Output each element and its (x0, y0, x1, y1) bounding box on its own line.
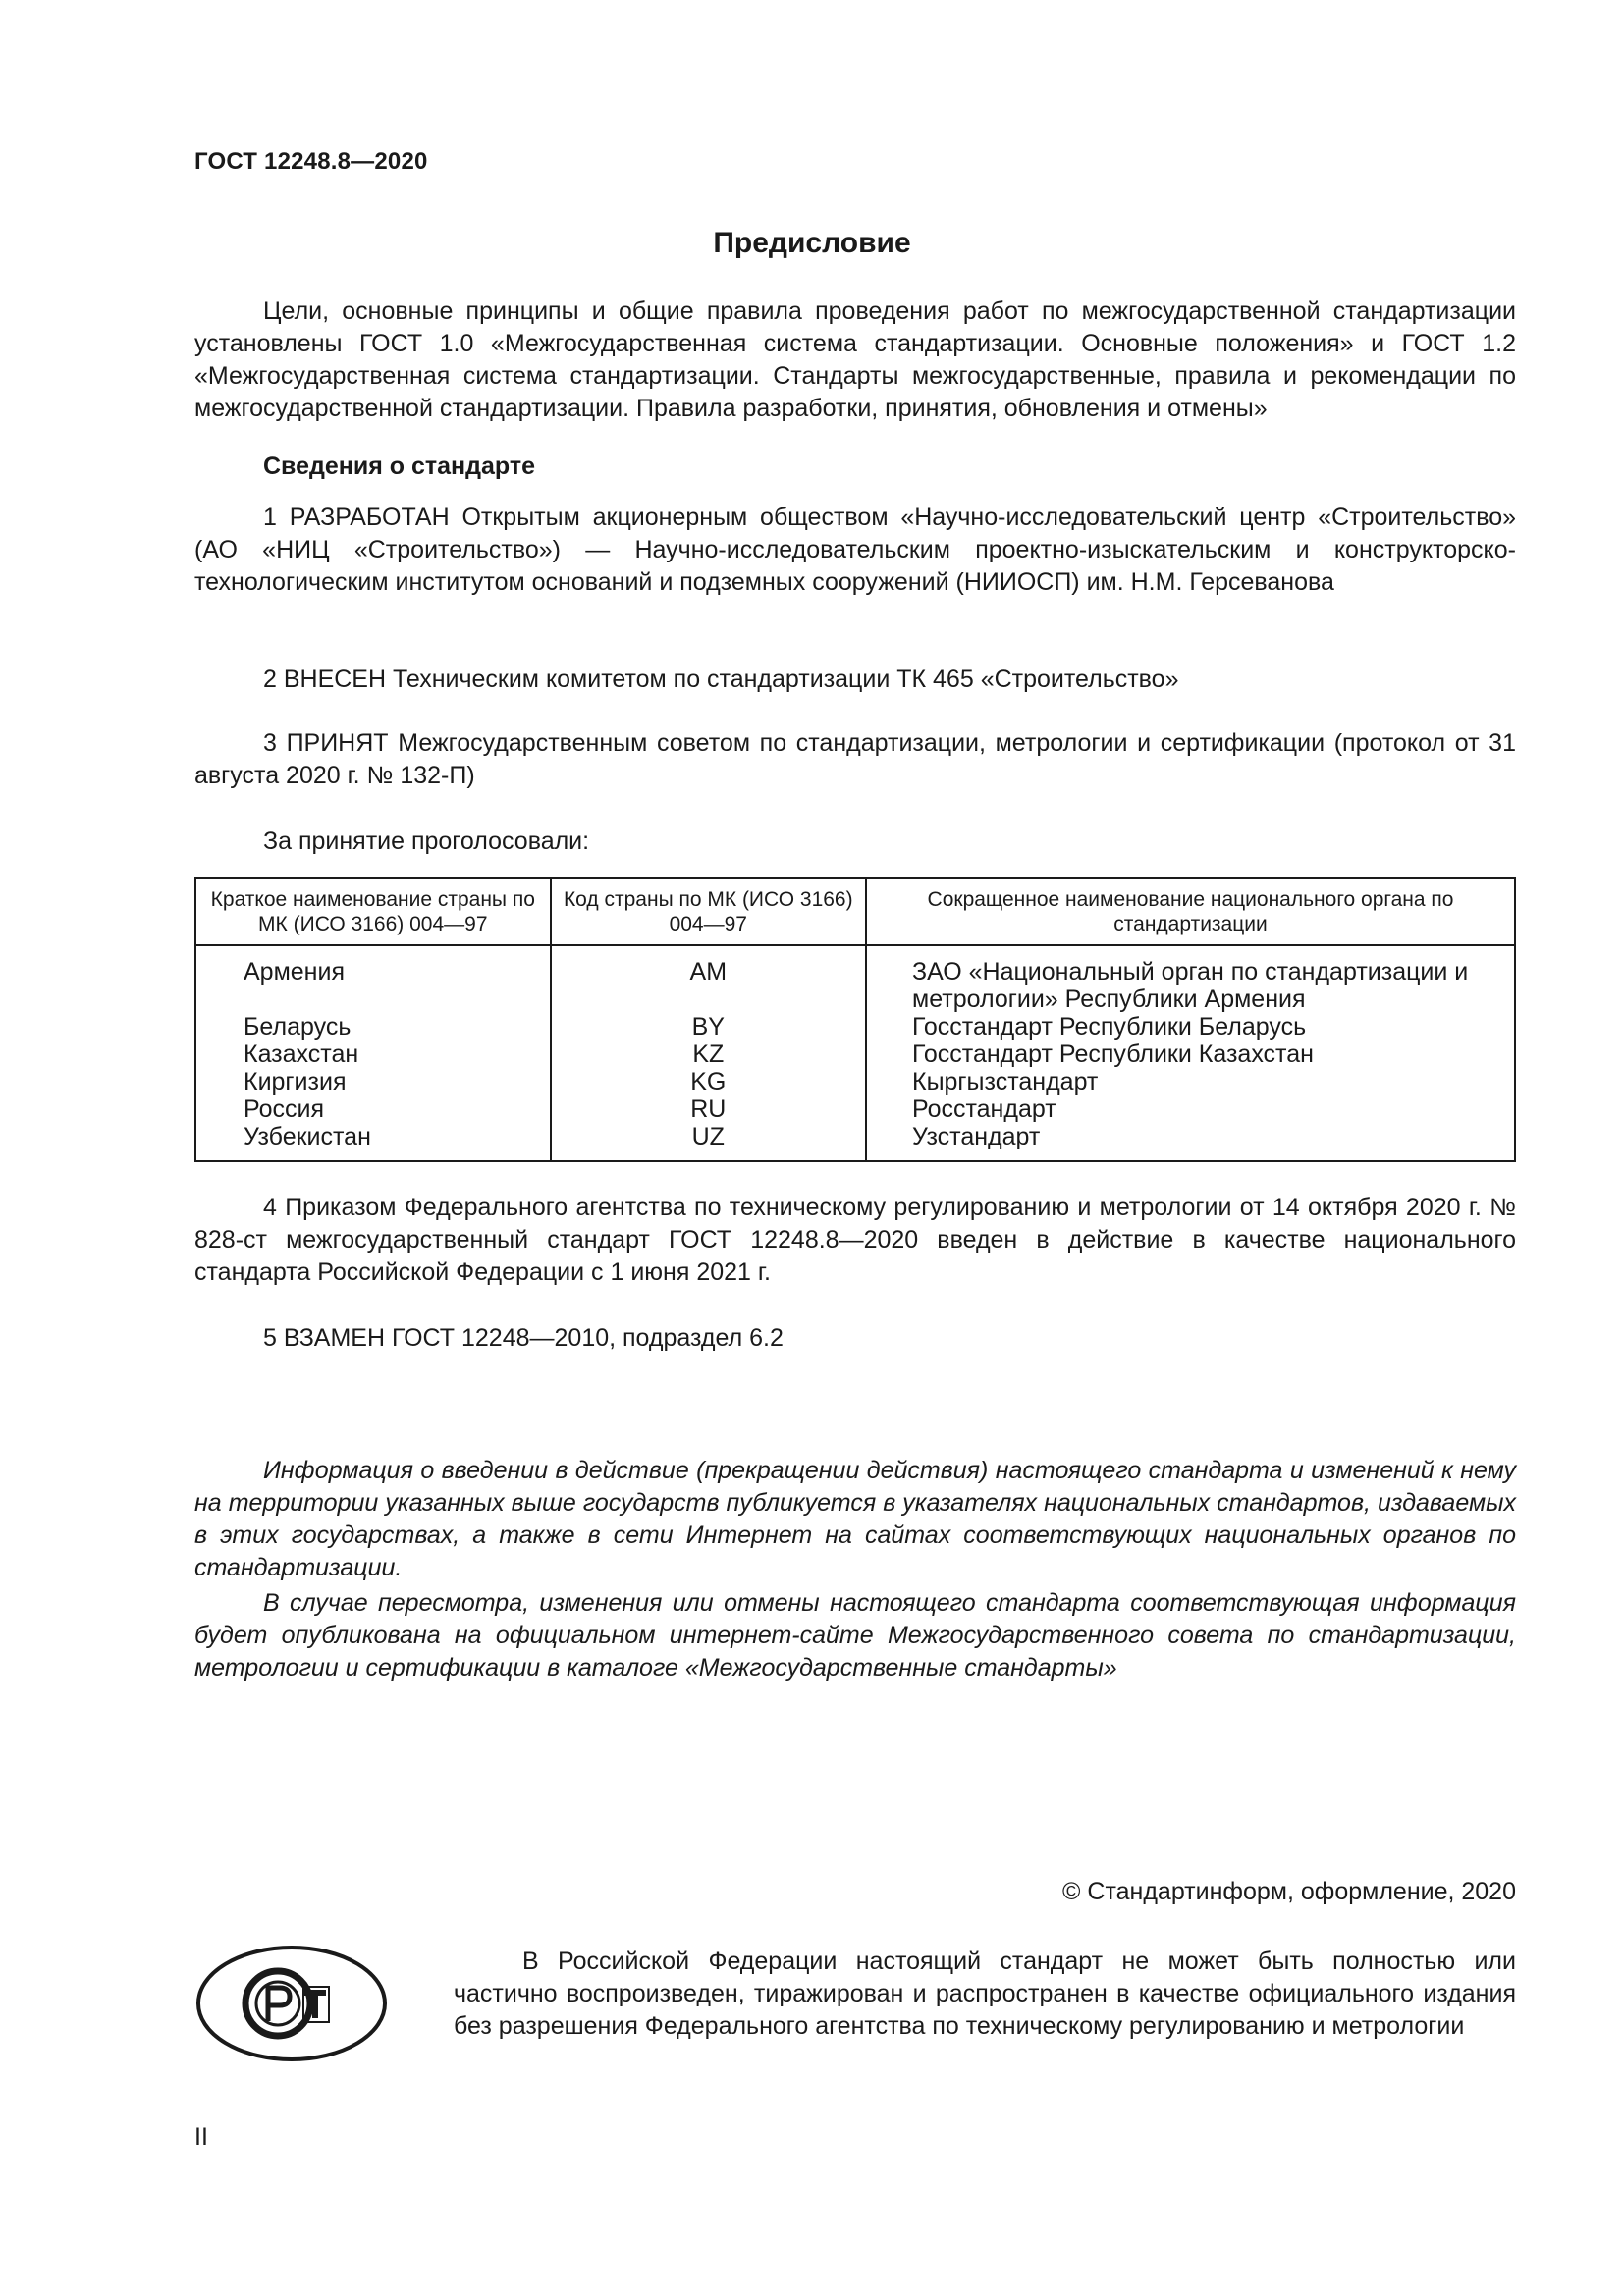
code-cell: BY (551, 1013, 866, 1041)
country-cell: Казахстан (195, 1041, 551, 1068)
page-title: Предисловие (713, 227, 911, 259)
organ-cell: Госстандарт Республики Казахстан (866, 1041, 1515, 1068)
item-developed: 1 РАЗРАБОТАН Открытым акционерным обществом «Научно-исследовательский центр «Строительство» (АО «НИЦ «Строительство») — Научно-исследовательским проектно-изыскательским и конструкторско-технологическим институтом оснований и подземных сооружений (НИИОСП) им. Н.М. Герсеванова (194, 504, 1516, 596)
table-header-row (195, 878, 1515, 945)
country-cell: Россия (195, 1095, 551, 1123)
organ-cell: Кыргызстандарт (866, 1068, 1515, 1095)
country-cell: Киргизия (195, 1068, 551, 1095)
table-header-country: Краткое наименование страны по МК (ИСО 3166) 004—97 (195, 878, 551, 945)
country-cell: Армения (195, 945, 551, 1013)
item-introduced: 2 ВНЕСЕН Техническим комитетом по стандартизации ТК 465 «Строительство» (263, 666, 1179, 693)
table-row (195, 945, 1515, 1013)
copyright-note: © Стандартинформ, оформление, 2020 (1062, 1878, 1516, 1905)
table-row (195, 1068, 1515, 1095)
reproduction-rights-note: В Российской Федерации настоящий стандарт не может быть полностью или частично воспроизведен, тиражирован и распространен в качестве официального издания без разрешения Федерального агентства по техническому регулированию и метрологии (454, 1948, 1516, 2040)
table-header-code: Код страны по МК (ИСО 3166) 004—97 (551, 878, 866, 945)
code-cell: RU (551, 1095, 866, 1123)
organ-cell: Узстандарт (866, 1123, 1515, 1161)
page-number: II (194, 2123, 208, 2151)
country-cell: Узбекистан (195, 1123, 551, 1161)
item-enacted: 4 Приказом Федерального агентства по техническому регулированию и метрологии от 14 октября 2020 г. № 828-ст межгосударственный стандарт ГОСТ 12248.8—2020 введен в действие в качестве национального стандарта Российской Федерации с 1 июня 2021 г. (194, 1194, 1516, 1286)
voted-label: За принятие проголосовали: (263, 828, 590, 855)
code-cell: KZ (551, 1041, 866, 1068)
code-cell: KG (551, 1068, 866, 1095)
notice-paragraph-1: Информация о введении в действие (прекращении действия) настоящего стандарта и изменений к нему на территории указанных выше государств публикуется в указателях национальных стандартов, издаваемых в этих государствах, а также в сети Интернет на сайтах соответствующих национальных органов по стандартизации. (194, 1457, 1516, 1581)
notice-paragraph-2: В случае пересмотра, изменения или отмены настоящего стандарта соответствующая информация будет опубликована на официальном интернет-сайте Межгосударственного совета по стандартизации, метрологии и сертификации в каталоге «Межгосударственные стандарты» (194, 1589, 1516, 1682)
info-heading: Сведения о стандарте (263, 453, 536, 480)
table-row (195, 1095, 1515, 1123)
document-code: ГОСТ 12248.8—2020 (194, 148, 428, 175)
voting-table (194, 877, 1516, 1162)
table-header-organ: Сокращенное наименование национального органа по стандартизации (866, 878, 1515, 945)
country-cell: Беларусь (195, 1013, 551, 1041)
rst-certification-logo (194, 1944, 389, 2063)
code-cell: AM (551, 945, 866, 1013)
organ-cell: Росстандарт (866, 1095, 1515, 1123)
table-row (195, 1123, 1515, 1161)
organ-cell: ЗАО «Национальный орган по стандартизации и метрологии» Республики Армения (866, 945, 1515, 1013)
item-adopted: 3 ПРИНЯТ Межгосударственным советом по стандартизации, метрологии и сертификации (протокол от 31 августа 2020 г. № 132-П) (194, 729, 1516, 789)
intro-paragraph: Цели, основные принципы и общие правила проведения работ по межгосударственной стандартизации установлены ГОСТ 1.0 «Межгосударственная система стандартизации. Основные положения» и ГОСТ 1.2 «Межгосударственная система стандартизации. Стандарты межгосударственные, правила и рекомендации по межгосударственной стандартизации. Правила разработки, принятия, обновления и отмены» (194, 297, 1516, 422)
code-cell: UZ (551, 1123, 866, 1161)
table-row (195, 1041, 1515, 1068)
organ-cell: Госстандарт Республики Беларусь (866, 1013, 1515, 1041)
item-replaces: 5 ВЗАМЕН ГОСТ 12248—2010, подраздел 6.2 (263, 1324, 784, 1352)
table-row (195, 1013, 1515, 1041)
